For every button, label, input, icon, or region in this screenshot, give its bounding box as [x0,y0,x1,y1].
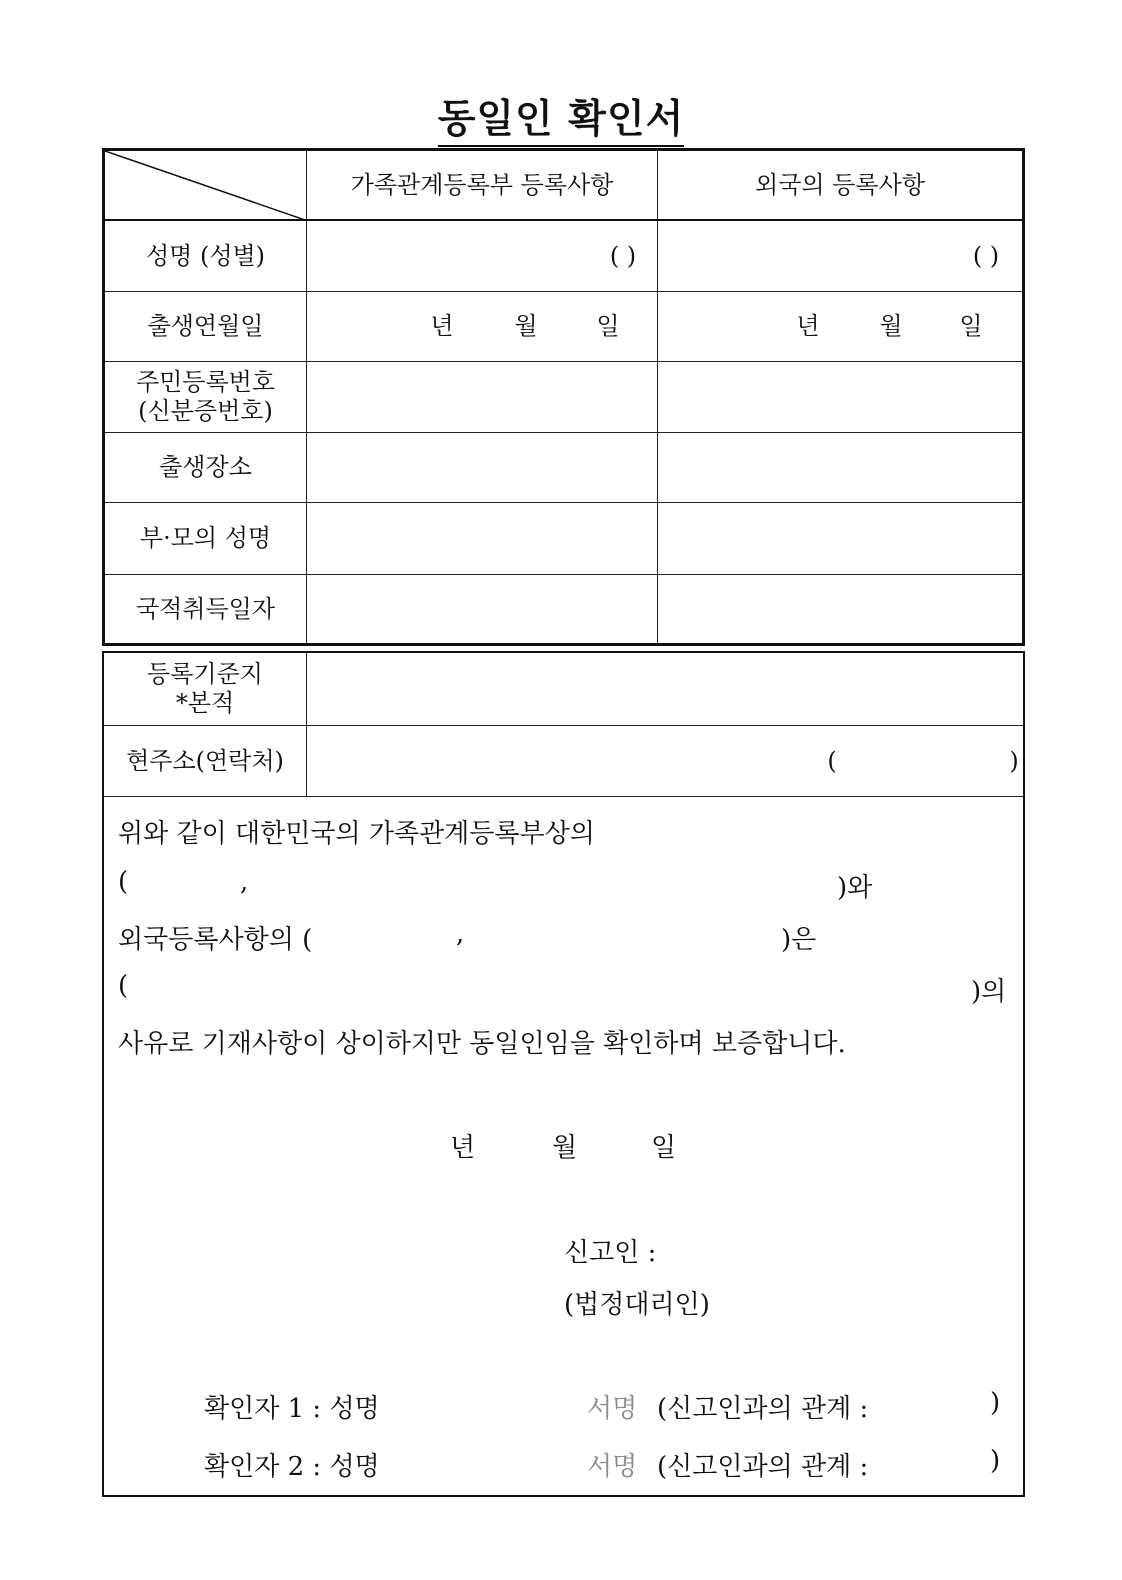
birth-year-korea: 년 [430,312,454,341]
confirmer-1-sign[interactable]: 서명 [587,1394,638,1424]
header-foreign-registry: 외국의 등록사항 [755,170,925,199]
registry-label-line1: 등록기준지 [147,660,263,689]
statement-line-5: 사유로 기재사항이 상이하지만 동일인임을 확인하며 보증합니다. [118,1029,846,1059]
statement-line-1: 위와 같이 대한민국의 가족관계등록부상의 [118,819,595,849]
row-label-current-address: 현주소(연락처) [126,746,284,775]
birth-year-foreign: 년 [796,312,820,341]
registry-label-line2: *본적 [175,689,235,717]
statement-line-4-close: )의 [971,977,1007,1007]
statement-line-2-open: ( [118,867,129,897]
birth-day-korea: 일 [596,312,620,341]
contact-paren-close: ) [1009,746,1019,775]
statement-line-2-close: )와 [837,873,873,903]
statement-line-3-prefix: 외국등록사항의 ( [118,925,313,955]
row-label-birthplace: 출생장소 [159,453,252,482]
statement-line-2-comma: , [240,867,249,897]
row-label-name-gender: 성명 (성별) [145,241,266,270]
confirmer-2-label: 확인자 2 : 성명 [204,1452,380,1482]
statement-line-3-comma: , [456,919,465,949]
statement-table [102,651,1025,1497]
confirmer-2-sign[interactable]: 서명 [587,1452,638,1482]
confirmer-1-relation-close: ) [990,1388,1001,1418]
header-diagonal-line [105,151,308,221]
confirmer-1-relation: (신고인과의 관계 : [657,1394,869,1424]
contact-paren-open: ( [827,746,837,775]
header-korea-registry: 가족관계등록부 등록사항 [350,170,614,199]
reporter-label: 신고인 : [564,1238,657,1268]
column-divider-2 [657,151,658,643]
statement-date-day: 일 [651,1133,677,1163]
statement-date-year: 년 [450,1133,476,1163]
statement-line-3-close: )은 [781,925,817,955]
row-label-parents-names: 부·모의 성명 [139,524,272,553]
birth-month-korea: 월 [514,312,538,341]
identity-comparison-table [102,148,1025,646]
row-label-id-number [105,362,306,432]
statement-date-month: 월 [552,1133,578,1163]
row-label-id-number-line1: 주민등록번호 [135,368,276,397]
document-title-text: 동일인 확인서 [438,97,685,147]
birth-day-foreign: 일 [959,312,983,341]
document-title [0,88,1122,144]
confirmer-2-relation: (신고인과의 관계 : [657,1452,869,1482]
confirmer-1-label: 확인자 1 : 성명 [204,1394,380,1424]
row-label-id-number-line2: (신분증번호) [138,397,273,425]
gender-field-korea[interactable]: ( ) [609,241,637,270]
row-label-registry-base [104,653,306,725]
row-label-nationality-date: 국적취득일자 [135,594,276,623]
confirmer-2-relation-close: ) [990,1446,1001,1476]
legal-representative-label: (법정대리인) [564,1290,710,1320]
statement-line-4-open: ( [118,971,129,1001]
row-divider [104,796,1023,797]
column-divider-1 [306,151,307,643]
birth-month-foreign: 월 [879,312,903,341]
gender-field-foreign[interactable]: ( ) [972,241,1000,270]
row-label-birthdate: 출생연월일 [147,312,264,341]
